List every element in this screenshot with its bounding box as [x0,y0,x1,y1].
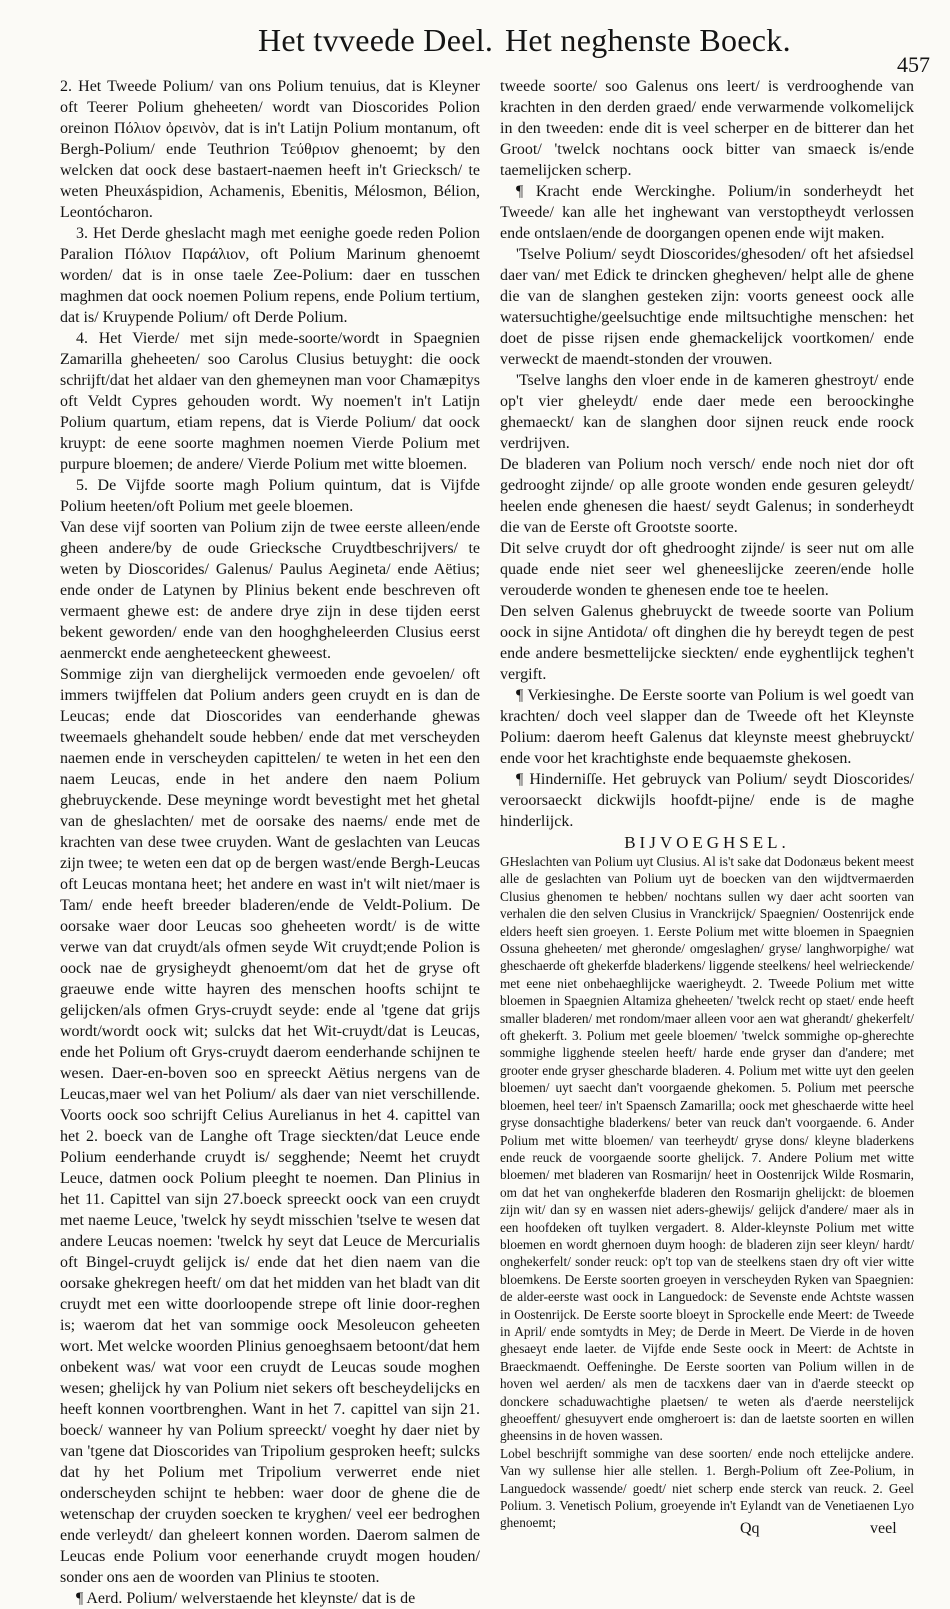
paragraph-kracht: ¶ Kracht ende Werckinghe. Polium/in sonderheydt het Tweede/ kan alle het inghewant van verstoptheydt verlossen ende ontslaen/ende de doorgangen openen ende wijt maken. [500,183,914,242]
paragraph-vijf-soorten: Van dese vijf soorten van Polium zijn de twee eerste alleen/ende gheen andere/by de oude Griecksche Cruydtbeschrijvers/ te weten by Dioscorides/ Galenus/ Paulus Aegineta/ ende Aëtius; ende onder de Latynen by Plinius bekent ende beschreven oft vermaent ghewe est: de andere drye zijn in dese tijden eerst bekent geworden/ ende van den hooghgheleerden Clusius eerst aenmerckt ende aengheteeckent gheweest. [60,519,480,662]
right-column [500,76,914,1532]
appendix-block [500,853,914,1532]
paragraph-sommige-leucas: Sommige zijn van dierghelijck vermoeden ende gevoelen/ oft immers twijffelen dat Polium anders geen cruydt en is dan de Leucas; ende dat Dioscorides van eenderhande ghewas tweemaels ghehandelt soude hebben/ ende dat met verscheyden naemen ende in verscheyden capittelen/ te weten in het een den naem Leucas, ende in het andere den naem Polium ghebruyckende. Dese meyninge wordt bevestight met het ghetal van de gheslachten/ met de oorsake des naems/ ende met de krachten van dese twee cruyden. Want de geslachten van Leucas zijn twee; te weten een dat op de bergen wast/ende Bergh-Leucas oft Leucas montana heet; het andere en wast in't wilt niet/maer is Tam/ ende heeft breeder bladeren/ende de Veldt-Polium. De oorsake waer door Leucas soo gheheeten wordt/ is de witte verwe van dat cruydt/als ofmen seyde Wit cruydt;ende Polion is oock nae de grysigheydt ghenoemt/om dat het de gryse oft graeuwe ende witte hayren des menschen hoofts schijnt te gelijcken/als ofmen Grys-cruydt seyde: ende al 'tgene dat grijs wordt/wordt oock wit; sulcks dat het Wit-cruydt/dat is Leucas, ende het Polium oft Grys-cruydt daerom eenderhande schijnen te wesen. Daer-en-boven soo en spreeckt Aëtius nergens van de Leucas,maer wel van het Polium/ als daer van niet verschillende. Voorts oock soo schrijft Celius Aurelianus in het 4. capittel van het 2. boeck van de Langhe oft Trage sieckten/dat Leuce ende Polium eenderhande cruydt is/ segghende; Neemt het cruydt Leuce, datmen oock Polium pleeght te noemen. Dan Plinius in het 11. Capittel van sijn 27.boeck spreeckt oock van een cruydt met naeme Leuce, 'twelck hy seydt misschien 'tselve te wesen dat andere Leucas noemen: 'twelck hy seyt dat Leuce de Mercurialis oft Bingel-cruydt gelijck is/ ende dat het dien naem van die oorsake ghekregen heeft/ om dat het midden van het bladt van dit cruydt met een witte doorloopende strepe oft linie door-reghen is; waerom dat het van sommige oock Mesoleucon geheeten wort. Met welcke woorden Plinius genoeghsaem betoont/dat hem onbekent was/ wat voor een cruydt de Leucas soude moghen wesen; ghelijck hy van Polium niet sekers oft bescheydelijcks en heeft konnen voortbrenghen. Want in het 7. capittel van sijn 21. boeck/ wanneer hy van Polium spreeckt/ voeght hy daer niet by van 'tgene dat Dioscorides van Tripolium gesproken heeft; sulcks dat hy het Polium met Tripolium verwerret ende niet onderscheyden schijnt te hebben: waer door de ghene die de wetenschap der cruyden soecken te kryghen/ veel eer bedroghen ende verleydt/ dan gheleert konnen worden. Daerom salmen de Leucas ende Polium voor eenerhande cruydt mogen houden/ sonder ons aen de woorden van Plinius te stooten. [60,666,480,1586]
paragraph-aerd: ¶ Aerd. Polium/ welverstaende het kleynste/ dat is de [76,1590,416,1607]
paragraph-tweede-soorte: tweede soorte/ soo Galenus ons leert/ is verdrooghende van krachten in den derden graed/ ende verwarmende volkomelijck in den tweeden: ende dit is veel scherper en de bitterer dan het Groot/ 'twelck nochtans oock bitter van smaeck is/ende taemelijcken scherp. [500,78,914,179]
paragraph-vijfde-polium: 5. De Vijfde soorte magh Polium quintum, dat is Vijfde Polium heeten/oft Polium met geele bloemen. [60,477,480,515]
signature-mark: Qq [740,1520,760,1537]
paragraph-dor: Dit selve cruydt dor oft ghedrooght zijnde/ is seer nut om alle quade ende niet seer wel gheneeslijcke zeeren/ende holle verouderde wonden te ghenesen ende toe te heelen. [500,540,914,599]
running-head-right: Het neghenste Boeck. [505,22,791,58]
appendix-lobel: Lobel beschrijft sommighe van dese soorten/ ende noch ettelijcke andere. Van wy sullense hier alle stellen. 1. Bergh-Polium oft Zee-Polium, in Languedock wassende/ goedt/ niet scherp ende sterck van reuck. 2. Geel Polium. 3. Venetisch Polium, groeyende in't Eylandt van de Venetiaenen Lyo ghenoemt; [500,1445,914,1531]
paragraph-hindernisse: ¶ Hinderniſſe. Het gebruyck van Polium/ seydt Dioscorides/ veroorsaeckt dickwijls hoofdt-pijne/ ende is de maghe hinderlijck. [500,771,914,830]
running-head-left: Het tvveede Deel. [258,22,494,58]
section-title-bijvoeghsel: BIJVOEGHSEL. [624,833,790,852]
paragraph-verkiesinghe: ¶ Verkiesinghe. De Eerste soorte van Polium is wel goedt van krachten/ doch veel slapper dan de Tweede oft het Kleynste Polium: daerom heeft Galenus dat kleynste meest ghebruyckt/ ende voor het krachtighste ende bequaemste ghekosen. [500,687,914,767]
catchword: veel [870,1520,897,1537]
paragraph-antidota: Den selven Galenus ghebruyckt de tweede soorte van Polium oock in sijne Antidota/ oft dinghen die hy bereydt tegen de pest ende andere besmettelijcke sieckten/ ende eyghentlijck teghen't vergift. [500,603,914,683]
paragraph-dioscorides: 'Tselve Polium/ seydt Dioscorides/ghesoden/ oft het afsiedsel daer van/ met Edick te drincken ghegheven/ helpt alle de ghene die van de slanghen gesteken zijn: voorts geneest oock alle watersuchtighe/geelsuchtige ende miltsuchtighe menschen: het doet de pisse rijsen ende ghemackelijck voortkomen/ ende verweckt de maendt-stonden der vrouwen. [500,246,914,368]
left-column [60,76,480,1609]
paragraph-tweede-polium: 2. Het Tweede Polium/ van ons Polium tenuius, dat is Kleyner oft Teerer Polium gheheeten/ wordt van Dioscorides Polion oreinon Πόλιον ὀρεινὸν, dat is in't Latijn Polium montanum, oft Bergh-Polium/ ende Teuthrion Τεύθριον ghenoemt; by den welcken dat oock dese bastaert-naemen heeft in't Griecksch/ te weten Pheuxáspidion, Achamenis, Ebenitis, Mélosmon, Bélion, Leontócharon. [60,78,480,221]
appendix-clusius: GHeslachten van Polium uyt Clusius. Al is't sake dat Dodonæus bekent meest alle de geslachten van Polium uyt de boecken van den wijdtvermaerden Clusius ghenomen te hebben/ nochtans sullen wy daer acht soorten van verhalen die den selven Clusius in Vranckrijck/ Spaegnien/ Oostenrijck ende elders heeft sien groeyen. 1. Eerste Polium met witte bloemen in Spaegnien Ossuna gheheeten/ met gheronde/ omgeslaghen/ gryse/ langhworpighe/ wat gheschaerde oft ghekerfde bladerkens/ liggende steelkens/ heel welrieckende/ met eene niet onbehaeghlijcke waerigheydt. 2. Tweede Polium met witte bloemen in Spaegnien Altamiza gheheeten/ 'twelck recht op staet/ ende heeft smaller bladeren/ met rondom/maer alleen voor aen wat gherandt/ ghekerfelt/ oft ghekerft. 3. Polium met geele bloemen/ 'twelck sommighe op-gherechte sommighe ligghende steelen heeft/ harde ende gryser dan d'andere; met grooter ende gryser ghescharde bladeren. 4. Polium met witte uyt den geelen bloemen/ uyt saecht dan't voorgaende ghekomen. 5. Polium met peersche bloemen, heel teer/ in't Spaensch Zamarilla; oock met gheschaerde witte heel gryse donsachtighe bladerkens/ beter van reuck dan't voorgaende. 6. Ander Polium met witte bloemen/ van teerheydt/ gryse dons/ kleyne bladerkens ende reuck de voorgaende soorte ghelijck. 7. Andere Polium met witte bloemen/ met bladeren van Rosmarijn/ heet in Oostenrijck Wilde Rosmarin, om dat het van onghekerfde bladeren den Rosmarijn ghelijckt: de bloemen zijn wit/ dan sy en wassen niet aders-ghewijs/ gelijck d'andere/ maer als in een hoofdeken oft tuylken vergadert. 8. Alder-kleynste Polium met witte bloemen en wordt ghernoen duym hoogh: de bladeren zijn seer kleyn/ hardt/ onghekerfelt/ sonder reuck: op't top van de steelkens staen dry oft vier witte bloemkens. De Eerste soorten groeyen in verscheyden Ryken van Spaegnien: de alder-eerste wast oock in Languedock: de Sevenste ende Achtste wassen in Oostenrijck. De Eerste soorte bloeyt in Sprockelle ende Meert: de Tweede in April/ ende somtydts in Mey; de Derde in Meert. De Vierde in de hoven ghesaeyt ende laeter. de Vijfde ende Seste oock in Meert: de Achtste in Braeckmaendt. Oeffeninghe. De Eerste soorten van Polium willen in de hoven wel aerden/ als men de tacxkens daer van in d'aerde steeckt op donckere schaduwachtighe plaetsen/ te weten als d'aerde neerstelijck gheoeffent/ ghesuyvert ende omgheroert is: dan de laetste soorten en willen gheensins in de hoven wassen. [500,854,914,1444]
page-number: 457 [897,52,930,77]
paragraph-bladeren: De bladeren van Polium noch versch/ ende noch niet dor oft gedrooght zijnde/ op alle groote wonden ende gesuren geleydt/ heelen ende ghenesen die haest/ seydt Galenus; in sonderheydt die van de Eerste oft Grootste soorte. [500,456,914,536]
paragraph-berooking: 'Tselve langhs den vloer ende in de kameren ghestroyt/ ende op't vier gheleydt/ ende daer mede een beroockinghe ghemaeckt/ kan de slanghen door sijnen reuck ende roock verdrijven. [500,372,914,452]
paragraph-vierde-polium: 4. Het Vierde/ met sijn mede-soorte/wordt in Spaegnien Zamarilla gheheeten/ soo Carolus Clusius betuyght: die oock schrijft/dat het aldaer van den ghemeynen man voor Chamæpitys oft Veldt Cypres gehouden wordt. Wy noemen't in't Latijn Polium quartum, etiam repens, dat is Vierde Polium/ dat oock kruypt: de eene soorte maghmen noemen Vierde Polium met purpure bloemen; de andere/ Vierde Polium met witte bloemen. [60,330,480,473]
paragraph-derde-polium: 3. Het Derde gheslacht magh met eenighe goede reden Polion Paralion Πόλιον Παράλιον, oft Polium Marinum ghenoemt worden/ dat is in onse taele Zee-Polium: daer en tusschen maghmen dat oock noemen Polium repens, ende Polium tertium, dat is/ Kruypende Polium/ oft Derde Polium. [60,225,480,326]
